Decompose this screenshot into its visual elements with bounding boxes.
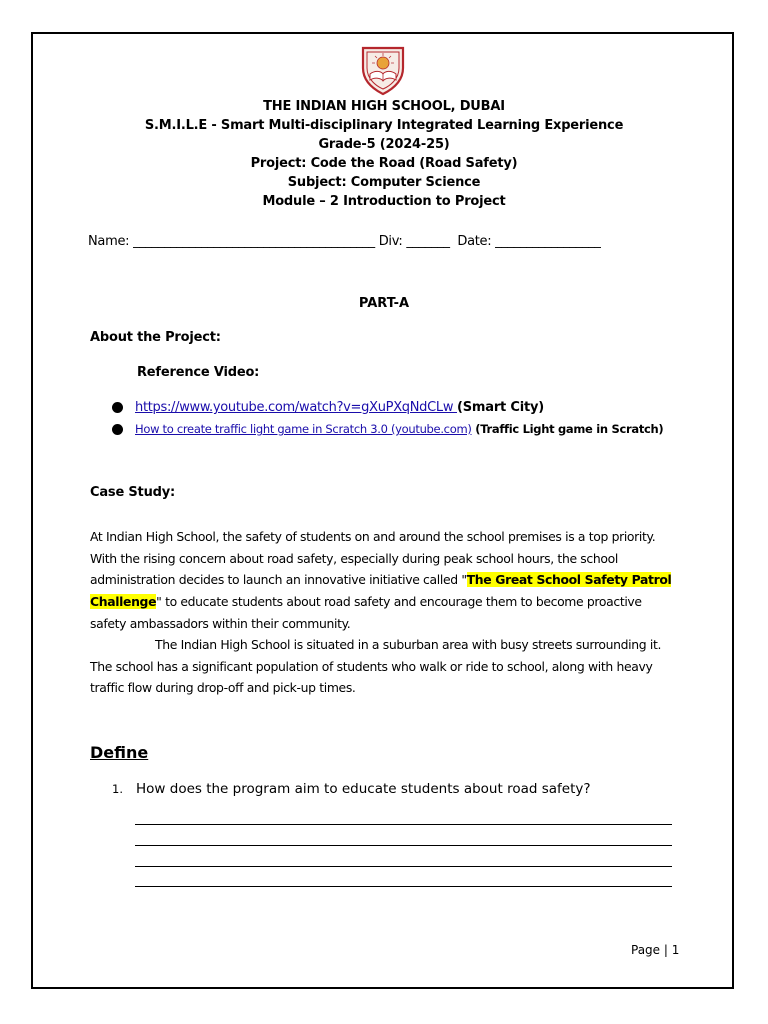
- project-line: Project: Code the Road (Road Safety): [250, 156, 518, 171]
- grade-line: Grade-5 (2024-25): [318, 137, 450, 152]
- paragraph-text: At Indian High School, the safety of students on and around the school premises is a top priority. With the rising concern about road safety, especially during peak school hours, the school administration decides to launch an innovative initiative called ": [90, 529, 656, 588]
- school-name: THE INDIAN HIGH SCHOOL, DUBAI: [263, 99, 505, 114]
- paragraph-text: The Indian High School is situated in a suburban area with busy streets surrounding it. The school has a significant population of students who walk or ride to school, along with heavy traffic flow during drop-off and pick-up times.: [90, 637, 662, 696]
- reference-link-item: [112, 422, 663, 436]
- page-number: Page | 1: [631, 943, 680, 957]
- bullet-icon: [112, 424, 123, 435]
- student-info-fields[interactable]: Name: _______________________________________ Div: _______ Date: _________________: [88, 234, 601, 249]
- answer-line[interactable]: [135, 866, 672, 867]
- question-text: How does the program aim to educate students about road safety?: [136, 781, 591, 797]
- bullet-icon: [112, 402, 123, 413]
- document-header: [34, 97, 734, 211]
- about-heading: About the Project:: [90, 330, 221, 345]
- answer-line[interactable]: [135, 824, 672, 825]
- link-note: (Smart City): [457, 400, 545, 415]
- answer-line[interactable]: [135, 886, 672, 887]
- part-title: PART-A: [358, 296, 410, 311]
- question-item: [112, 781, 591, 797]
- case-study-paragraph: [90, 526, 680, 635]
- reference-link-item: [112, 399, 544, 415]
- program-title: S.M.I.L.E - Smart Multi-disciplinary Integrated Learning Experience: [144, 118, 624, 133]
- module-line: Module – 2 Introduction to Project: [262, 194, 506, 209]
- case-study-heading: Case Study:: [90, 485, 176, 500]
- school-crest-logo: [357, 44, 409, 96]
- link-note: (Traffic Light game in Scratch): [471, 422, 664, 436]
- reference-video-label: Reference Video:: [137, 365, 260, 380]
- youtube-link[interactable]: https://www.youtube.com/watch?v=gXuPXqNdCLw: [135, 400, 458, 415]
- subject-line: Subject: Computer Science: [287, 175, 481, 190]
- question-number: 1.: [112, 782, 123, 796]
- paragraph-text: " to educate students about road safety and encourage them to become proactive safety ambassadors within their community.: [90, 594, 642, 631]
- answer-line[interactable]: [135, 845, 672, 846]
- case-study-paragraph: [90, 634, 680, 699]
- highlighted-initiative-name: The Great School Safety Patrol Challenge: [90, 572, 672, 610]
- define-heading: Define: [90, 743, 149, 762]
- scratch-tutorial-link[interactable]: How to create traffic light game in Scratch 3.0 (youtube.com): [135, 422, 472, 436]
